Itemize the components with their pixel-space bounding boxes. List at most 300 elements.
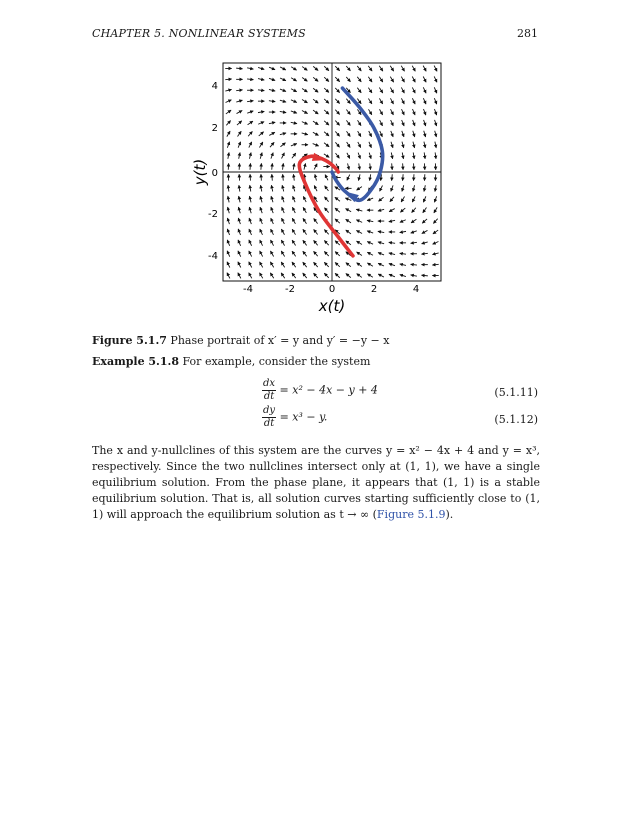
page-number: 281 [517, 27, 538, 40]
field-arrow [291, 89, 297, 92]
field-arrow [249, 218, 251, 224]
field-arrow [422, 230, 428, 233]
field-arrow [378, 274, 384, 277]
field-arrow [291, 111, 297, 113]
paren-open: ( [372, 508, 377, 521]
field-arrow [367, 274, 372, 277]
field-arrow [346, 120, 350, 125]
field-arrow [411, 242, 417, 243]
equation-1-fraction [262, 378, 276, 403]
x-tick-label: 0 [328, 284, 336, 295]
running-header: CHAPTER 5. NONLINEAR SYSTEMS [92, 27, 306, 40]
field-arrow [403, 174, 404, 180]
field-arrow [345, 198, 351, 200]
field-arrow [401, 66, 404, 72]
field-arrow [258, 111, 264, 112]
field-arrow [370, 174, 371, 180]
field-arrow [226, 121, 230, 126]
field-arrow [347, 175, 350, 181]
field-arrow [424, 185, 425, 191]
field-arrow [402, 109, 405, 115]
x-tick-label: 2 [370, 284, 378, 295]
field-arrow [292, 218, 295, 224]
field-arrow [402, 185, 404, 191]
y-ticks [208, 81, 218, 262]
paragraph-text: The x and y-nullclines of this system are the curves y = x² − 4x + 4 and y = x³, respectively. Since the two nullclines intersect only at (1, 1), we have a single equilibrium solution. From the phase plane, it appears that (1, 1) is a stable equilibrium solution. That is, all solution curves starting sufficiently close to (1, 1) will approach the equilibrium solution as t → ∞ [92, 444, 540, 521]
field-arrow [401, 87, 404, 93]
field-arrow [247, 79, 253, 80]
field-arrow [424, 120, 426, 126]
y-axis-label: y(t) [191, 158, 209, 186]
field-arrow [411, 219, 416, 223]
field-arrow [249, 273, 252, 279]
field-arrow [412, 208, 416, 213]
field-arrow [314, 218, 318, 223]
field-arrow [379, 98, 382, 104]
field-arrow [314, 229, 318, 234]
field-arrow [324, 88, 329, 92]
field-arrow [380, 185, 383, 191]
field-arrow [269, 132, 275, 135]
field-arrow [367, 263, 373, 266]
field-arrow [335, 142, 339, 147]
field-arrow [302, 133, 308, 135]
field-arrow [325, 197, 329, 202]
equation-1-rhs: = x² − 4x − y + 4 [279, 383, 378, 397]
field-arrow [302, 99, 307, 102]
field-arrow [238, 262, 241, 268]
field-arrow [324, 99, 329, 103]
field-arrow [401, 197, 404, 202]
equation-1-number: (5.1.11) [494, 386, 538, 399]
field-arrow [227, 229, 229, 235]
field-arrow [247, 68, 253, 69]
field-arrow [367, 231, 373, 233]
field-arrow [380, 131, 383, 137]
field-arrow [313, 77, 318, 81]
field-arrow [237, 111, 243, 114]
caption-text: Phase portrait of x′ = y and y′ = −y − x [170, 334, 390, 347]
field-arrow [324, 273, 328, 278]
field-arrow [368, 98, 371, 103]
field-arrow [248, 131, 252, 136]
field-arrow [225, 79, 231, 80]
field-arrow [335, 99, 339, 104]
field-arrow [283, 163, 284, 169]
field-arrow [302, 122, 308, 125]
field-arrow [303, 218, 306, 223]
field-arrow [281, 240, 284, 246]
y-tick-label: 4 [211, 81, 218, 92]
field-arrow [335, 131, 339, 136]
field-arrow [390, 77, 393, 82]
field-arrow [389, 209, 395, 212]
field-arrow [368, 109, 371, 114]
field-arrow [390, 98, 393, 104]
field-arrow [281, 262, 285, 267]
y-tick-label: -2 [208, 209, 218, 220]
field-arrow [367, 220, 373, 221]
field-arrow [424, 131, 426, 137]
y-tick-label: 0 [211, 168, 218, 179]
field-arrow [282, 218, 285, 224]
equation-1-denominator: dt [263, 391, 275, 402]
field-arrow [227, 218, 229, 224]
field-arrow [335, 262, 340, 266]
field-arrow [413, 142, 415, 148]
field-arrow [293, 196, 295, 202]
field-arrow [390, 66, 393, 71]
field-arrow [434, 66, 437, 72]
body-paragraph [92, 443, 540, 523]
field-arrow [227, 262, 230, 268]
field-arrow [227, 251, 230, 257]
field-arrow [324, 154, 329, 158]
equation-2-denominator: dt [263, 418, 275, 429]
field-arrow [413, 185, 415, 191]
field-arrow [346, 66, 350, 71]
field-arrow [324, 110, 329, 114]
field-arrow [402, 120, 404, 126]
field-arrow [357, 187, 362, 191]
field-arrow [270, 262, 273, 267]
field-arrow [249, 207, 251, 213]
field-arrow [400, 231, 406, 232]
field-arrow [357, 241, 362, 244]
figure-link[interactable]: Figure 5.1.9 [376, 508, 446, 521]
field-arrow [380, 120, 383, 126]
field-arrow [378, 231, 384, 232]
field-arrow [280, 143, 285, 147]
field-arrow [238, 251, 241, 257]
field-arrow [313, 132, 319, 135]
field-arrow [238, 218, 240, 224]
field-arrow [347, 142, 350, 147]
field-arrow [260, 153, 262, 159]
field-arrow [249, 142, 252, 148]
field-arrow [389, 274, 395, 276]
field-arrow [271, 185, 272, 191]
field-arrow [228, 153, 229, 159]
field-arrow [260, 273, 263, 279]
field-arrow [367, 242, 373, 245]
field-arrow [391, 120, 394, 126]
field-arrow [314, 273, 318, 278]
field-arrow [228, 185, 229, 191]
field-arrow [238, 273, 241, 279]
field-arrow [346, 219, 351, 223]
x-tick-label: 4 [412, 284, 420, 295]
field-arrow [280, 78, 286, 81]
field-arrow [378, 253, 384, 255]
field-arrow [280, 67, 286, 70]
field-arrow [367, 252, 373, 255]
field-arrow [227, 240, 229, 246]
field-arrow [400, 275, 406, 277]
field-arrow [401, 77, 404, 83]
field-arrow [259, 142, 262, 147]
field-arrow [314, 185, 317, 191]
field-arrow [335, 273, 340, 277]
field-arrow [379, 77, 383, 82]
example-intro: For example, consider the system [182, 355, 371, 368]
field-arrow [368, 66, 372, 71]
field-arrow [270, 273, 273, 278]
field-arrow [314, 164, 317, 170]
field-arrow [247, 101, 253, 102]
equation-2 [262, 405, 327, 430]
field-arrow [281, 229, 284, 235]
field-arrow [248, 121, 253, 125]
field-arrow [402, 142, 404, 148]
field-arrow [400, 253, 406, 254]
field-arrow [260, 262, 263, 268]
field-arrow [370, 163, 371, 169]
field-arrow [392, 174, 393, 180]
field-arrow [346, 110, 350, 115]
field-arrow [292, 207, 295, 213]
field-arrow [227, 273, 230, 279]
field-arrow [272, 174, 273, 180]
field-arrow [269, 101, 275, 102]
field-arrow [412, 66, 415, 72]
field-arrow [434, 87, 437, 93]
field-arrow [293, 185, 295, 191]
field-arrow [391, 109, 394, 115]
field-arrow [238, 142, 240, 148]
field-arrow [282, 196, 284, 202]
figure-caption [92, 333, 540, 349]
field-arrow [391, 185, 393, 191]
field-arrow [271, 240, 274, 246]
field-arrow [357, 66, 361, 71]
field-arrow [336, 153, 340, 158]
field-arrow [423, 76, 426, 82]
field-arrow [280, 111, 286, 112]
field-arrow [302, 111, 308, 114]
field-arrow [282, 185, 284, 191]
field-arrow [282, 207, 285, 213]
field-arrow [291, 78, 297, 81]
field-arrow [346, 241, 351, 245]
field-arrow [390, 197, 394, 202]
equation-2-numerator: dy [263, 405, 276, 416]
field-arrow [421, 253, 427, 254]
field-arrow [249, 240, 252, 246]
trajectory-red [299, 156, 353, 256]
field-arrow [281, 273, 285, 278]
field-arrow [357, 263, 362, 267]
field-arrow [346, 209, 352, 212]
field-arrow [433, 219, 437, 224]
field-arrow [258, 122, 264, 125]
field-arrow [412, 87, 415, 93]
field-arrow [346, 273, 351, 277]
field-arrow [411, 275, 417, 276]
field-arrow [413, 152, 414, 158]
field-arrow [282, 153, 285, 159]
field-arrow [292, 240, 295, 245]
field-arrow [356, 220, 362, 223]
field-arrow [335, 208, 340, 212]
field-arrow [227, 131, 230, 137]
field-arrow [357, 77, 361, 82]
field-arrow [324, 208, 328, 213]
example-label: Example 5.1.8 [92, 355, 180, 368]
field-arrow [324, 143, 329, 147]
field-arrow [335, 241, 340, 245]
field-arrow [379, 197, 384, 201]
field-arrow [346, 230, 351, 234]
field-arrow [324, 230, 328, 235]
field-arrow [423, 66, 426, 72]
field-arrow [258, 67, 264, 69]
field-arrow [239, 196, 240, 202]
field-arrow [302, 67, 307, 71]
field-arrow [228, 207, 230, 213]
field-arrow [422, 219, 427, 223]
field-arrow [313, 121, 318, 125]
field-arrow [433, 242, 439, 245]
field-arrow [313, 99, 318, 103]
y-tick-label: 2 [211, 123, 218, 134]
field-arrow [368, 88, 372, 93]
field-arrow [432, 253, 438, 255]
field-arrow [228, 196, 229, 202]
example-heading [92, 354, 540, 370]
field-arrow [303, 240, 307, 245]
field-arrow [346, 263, 351, 267]
field-arrow [423, 196, 425, 202]
field-arrow [357, 88, 361, 93]
field-arrow [280, 100, 286, 102]
field-arrow [358, 131, 361, 137]
field-arrow [335, 252, 340, 256]
field-arrow [281, 251, 284, 256]
field-arrow [368, 77, 372, 82]
field-arrow [412, 196, 415, 202]
field-arrow [379, 88, 382, 93]
field-arrow [292, 262, 296, 267]
field-arrow [435, 120, 437, 126]
field-arrow [324, 251, 328, 256]
trajectory-blue [332, 88, 383, 200]
field-arrow [250, 185, 251, 191]
field-arrow [314, 262, 318, 267]
field-arrow [424, 142, 425, 148]
field-arrow [272, 163, 273, 169]
field-arrow [261, 185, 262, 191]
equation-2-number: (5.1.12) [494, 413, 538, 426]
field-arrow [335, 121, 339, 126]
field-arrow [239, 185, 240, 191]
x-ticks [243, 284, 419, 295]
field-arrow [249, 153, 251, 159]
field-arrow [302, 88, 307, 92]
field-arrow [249, 251, 252, 257]
field-arrow [280, 133, 286, 135]
field-arrow [434, 207, 437, 213]
field-arrow [434, 76, 437, 82]
field-arrow [356, 209, 362, 211]
field-arrow [391, 142, 393, 148]
caption-label: Figure 5.1.7 [92, 334, 167, 347]
field-arrow [271, 207, 273, 213]
field-arrow [291, 100, 297, 103]
field-arrow [293, 163, 294, 169]
field-arrow [369, 131, 372, 137]
field-arrow [258, 79, 264, 80]
field-arrow [280, 89, 286, 91]
field-arrow [303, 262, 307, 267]
field-arrow [357, 274, 362, 278]
field-arrow [238, 207, 240, 213]
field-arrow [435, 152, 436, 158]
field-arrow [400, 264, 406, 265]
field-arrow [346, 77, 350, 82]
field-arrow [423, 87, 426, 93]
equation-2-rhs: = x³ − y. [279, 410, 328, 424]
field-arrow [260, 196, 262, 202]
field-arrow [413, 131, 415, 137]
field-arrow [435, 131, 437, 137]
field-arrow [358, 142, 361, 148]
field-arrow [249, 229, 252, 235]
field-arrow [249, 262, 252, 268]
field-arrow [424, 152, 425, 158]
field-arrow [269, 122, 275, 123]
field-arrow [434, 196, 436, 202]
y-tick-label: -4 [208, 251, 218, 262]
field-arrow [313, 144, 319, 146]
field-arrow [303, 229, 307, 234]
field-arrow [391, 131, 393, 137]
field-arrow [313, 66, 318, 70]
field-arrow [412, 77, 415, 83]
field-arrow [314, 251, 318, 256]
field-arrow [346, 99, 350, 104]
equation-1 [262, 378, 378, 403]
field-arrow [335, 88, 339, 93]
field-arrow [335, 77, 339, 82]
field-arrow [421, 275, 427, 276]
field-arrow [292, 229, 295, 234]
field-arrow [335, 219, 340, 223]
equation-2-fraction [262, 405, 276, 430]
field-arrow [380, 109, 383, 115]
field-arrow [271, 218, 274, 224]
field-arrow [292, 273, 296, 278]
field-arrow [271, 153, 273, 159]
field-arrow [302, 78, 307, 82]
field-arrow [378, 209, 384, 211]
field-arrow [324, 66, 329, 70]
field-arrow [356, 230, 362, 233]
field-arrow [236, 90, 242, 91]
field-arrow [260, 229, 263, 235]
field-arrow [400, 220, 406, 223]
field-arrow [413, 120, 415, 126]
field-arrow [238, 240, 241, 246]
x-axis-label: x(t) [318, 297, 346, 315]
field-arrow [292, 153, 296, 158]
field-arrow [401, 98, 404, 104]
field-arrow [259, 132, 264, 136]
field-arrow [270, 251, 273, 257]
field-arrow [423, 98, 426, 104]
paren-close: ). [445, 508, 454, 521]
field-arrow [358, 174, 360, 180]
